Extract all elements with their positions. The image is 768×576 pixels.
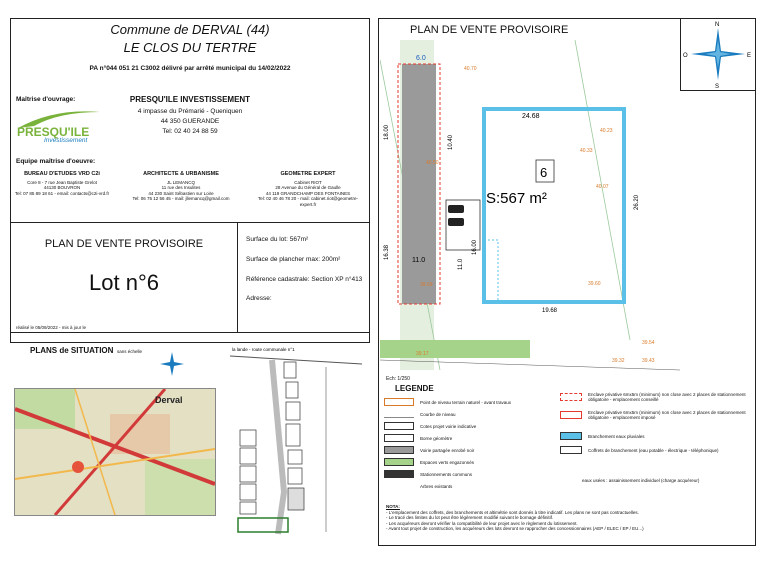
map-town-label: Derval [155, 395, 183, 405]
level-6: 39.43 [642, 358, 655, 364]
commune-title: Commune de DERVAL (44) [110, 22, 270, 37]
legend-notes: eaux usées : assainissement individuel (charge acquéreur) [582, 478, 700, 483]
bureau-etudes-title: BUREAU D'ETUDES VRD C2i [24, 171, 100, 177]
architecte-line1: JL LEMANCQ [166, 179, 196, 185]
logo-sub: Investissement [44, 137, 88, 142]
legend-swatch-6 [384, 470, 414, 478]
legend-item-4 [384, 446, 474, 454]
legend-right-label-0: Enclave privative 6mx5m (minimum) non close avec 2 places de stationnement obligatoire - emplacement conseillé [588, 392, 746, 402]
sans-echelle: sans échelle [117, 349, 143, 354]
bureau-etudes-line3: Tel: 07 85 89 18 61 - email: contacts@c2i-vrd.fr [14, 190, 110, 196]
level-8: 39.17 [416, 351, 429, 357]
compass-s: S [715, 84, 720, 90]
situation-title: PLANS de SITUATION [30, 346, 114, 355]
nota-line-1: - Le tracé des limites du lot peut être légèrement modifié suivant le bornage définitif. [386, 515, 554, 520]
company-address1: 4 impasse du Prémarié - Queniquen [137, 108, 243, 115]
geometre-line3: 44 119 GRANDCHAMP DES FONTAINES [265, 190, 351, 196]
legend-swatch-7 [384, 482, 414, 490]
dim-7: 11.0 [412, 257, 426, 264]
geometre-line1: Cabinet RIOT [294, 179, 322, 185]
nota-line-2: - Les acquéreurs devront vérifier la compatibilité de leur projet avec le règlement du lotissement. [386, 520, 578, 526]
company-address2: 44 350 GUERANDE [160, 118, 220, 125]
dim-8: 11.0 [458, 258, 464, 270]
adresse: Adresse: [246, 295, 272, 302]
surface-lot: Surface du lot: 567m² [246, 236, 309, 243]
company-logo [14, 106, 104, 142]
legend-right-swatch-3 [560, 446, 582, 454]
compass-o: O [683, 53, 688, 59]
legend-right-swatch-2 [560, 432, 582, 440]
bureau-etudes-block [14, 172, 110, 196]
company-tel: Tel: 02 40 24 88 59 [162, 128, 218, 135]
legend-item-0 [384, 398, 511, 406]
legend-label-0: Point de niveau terrain naturel - avant travaux [420, 399, 512, 405]
voirie-partagee [402, 64, 436, 304]
lotissement-title: LE CLOS DU TERTRE [123, 40, 257, 55]
legend-item-2 [384, 422, 476, 430]
legend-label-2: Cotes projet voirie indicative [420, 423, 477, 429]
dim-9: 26.20 [634, 194, 640, 210]
architecte-line4: Tel: 06 75 12 56 45 - mail: jllemancq@gmail.com [132, 196, 230, 201]
dim-1: 6.0 [416, 55, 426, 62]
dim-5: 16.38 [384, 244, 390, 260]
legend-label-6: Stationnements communs [420, 471, 473, 477]
lot-number: 6 [540, 165, 548, 180]
compass-n: N [715, 22, 720, 28]
plan-block-divider-top [10, 222, 370, 223]
compass-icon [680, 18, 755, 91]
roads-label: la lande - route communale n°1 [232, 347, 295, 352]
geometre-line2: 28 Avenue du Général de Gaulle [275, 185, 341, 190]
architecte-line2: 11 rue des Insulites [161, 185, 201, 190]
legend-right-label-2: Branchement eaux pluviales [588, 433, 645, 439]
realise-date: réalisé le 05/09/2022 - mis à jour le [16, 325, 87, 330]
legend-right-label-1: Enclave privative 6mx5m (minimum) non close avec 2 places de stationnement obligatoire - emplacement imposé [588, 410, 746, 420]
plan-block-divider-bottom [10, 332, 370, 333]
level-10: 40.50 [426, 160, 439, 166]
legend-swatch-2 [384, 422, 414, 430]
level-11: 40.70 [464, 66, 477, 72]
situation-compass-icon [160, 352, 184, 376]
nota-block [386, 504, 752, 532]
legend-swatch-3 [384, 434, 414, 442]
legend-right-3 [560, 446, 750, 454]
maitrise-oeuvre-label: Equipe maîtrise d'oeuvre: [16, 158, 96, 165]
lot-number-title: Lot n°6 [89, 270, 159, 295]
legend-swatch-4 [384, 446, 414, 454]
legend-title: LEGENDE [395, 384, 434, 393]
legend-label-7: Arbres existants [420, 483, 453, 489]
surface-plancher: Surface de plancher max: 200m² [246, 256, 341, 263]
nota-title: NOTA: [386, 504, 400, 509]
legend-right-swatch-1 [560, 411, 582, 419]
plan-title: PLAN DE VENTE PROVISOIRE [410, 24, 569, 36]
legend-item-6 [384, 470, 472, 478]
legend-right-label-3: Coffrets de branchement (eau potable - électrique - téléphonique) [588, 447, 719, 453]
legend-item-5 [384, 458, 474, 466]
dim-2: 24.68 [522, 113, 540, 120]
architecte-title: ARCHITECTE & URBANISME [143, 171, 219, 177]
legend-item-1 [384, 410, 456, 418]
situation-map [14, 388, 216, 516]
legend-label-3: Borne géomètre [420, 435, 453, 441]
legend-right-0 [560, 392, 750, 402]
level-2: 40.33 [580, 148, 593, 154]
bureau-etudes-line2: 44130 BOUVRON [43, 185, 81, 190]
legend-label-4: Voirie partagée enrobé noir [420, 447, 475, 453]
dim-3: 18.00 [384, 124, 390, 140]
nota-line-3: - Avant tout projet de construction, les acquéreurs des lots devront se rapprocher des concessionnaires (AEP / ELEC / EP / EU...) [386, 526, 644, 531]
dim-10: 19.68 [542, 308, 558, 314]
dim-4: 10.40 [448, 134, 454, 150]
legend-label-1: Courbe de niveau [420, 411, 456, 417]
legend-swatch-0 [384, 398, 414, 406]
architecte-line3: 44 230 Saint Sébastien sur Loire [148, 190, 214, 196]
situation-plot [222, 342, 370, 542]
legend-swatch-1 [384, 410, 414, 418]
level-4: 39.60 [588, 281, 601, 287]
geometre-block [250, 172, 366, 207]
legend-item-7 [384, 482, 452, 490]
level-3: 40.07 [596, 184, 609, 190]
logo-text: PRESQU'ILE [17, 125, 90, 139]
level-1: 40.23 [600, 128, 613, 134]
legend-swatch-5 [384, 458, 414, 466]
bureau-etudes-line1: Core 8 - 7 rue Jean Baptiste Grelot [27, 179, 97, 185]
plan-scale: Ech: 1/250 [386, 376, 410, 382]
level-5: 39.54 [642, 340, 655, 346]
architecte-block [126, 172, 236, 202]
lot-surface: S:567 m² [486, 190, 547, 207]
legend-item-3 [384, 434, 452, 442]
legend-right-1 [560, 410, 750, 420]
level-7: 39.32 [612, 358, 625, 364]
lot-plan [380, 40, 680, 375]
compass-e: E [747, 53, 752, 59]
geometre-title: GEOMETRE EXPERT [280, 171, 336, 177]
legend-right-2 [560, 432, 750, 440]
dim-6: 16.00 [472, 239, 478, 255]
geometre-line4: Tel: 02 40 46 78 20 - mail: cabinet.riot@geometre-expert.fr [257, 196, 359, 207]
maitrise-ouvrage-label: Maîtrise d'ouvrage: [16, 96, 76, 103]
legend-label-5: Espaces verts engazonnés [420, 459, 475, 465]
plan-block-title: PLAN DE VENTE PROVISOIRE [44, 238, 204, 250]
company-name: PRESQU'ILE INVESTISSEMENT [129, 95, 251, 104]
reference-cadastrale: Référence cadastrale: Section XP n°413 [246, 276, 363, 283]
nota-line-0: - L'emplacement des coffrets, des branchements et altimétrie sont donnés à titre indicatif. Les plans ne sont pas contractuelles. [386, 509, 639, 515]
legend-right-swatch-0 [560, 393, 582, 401]
level-9: 39.69 [420, 282, 433, 288]
permis-text: PA n°044 051 21 C3002 délivré par arrêté municipal du 14/02/2022 [89, 65, 291, 72]
espaces-verts [380, 340, 530, 358]
plan-block-divider-mid [237, 222, 238, 332]
